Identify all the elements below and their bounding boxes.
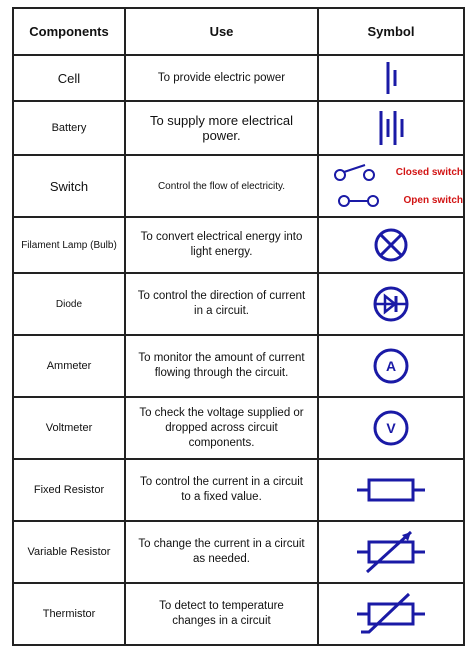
table-row	[13, 397, 464, 459]
symbol-cell	[318, 55, 464, 101]
symbol-cell	[318, 335, 464, 397]
table-row	[13, 55, 464, 101]
header-use: Use	[125, 8, 318, 55]
component-name: Cell	[13, 55, 125, 101]
table-row	[13, 273, 464, 335]
component-use: To check the voltage supplied or dropped across circuit components.	[125, 397, 318, 459]
component-use: To provide electric power	[125, 55, 318, 101]
closed-switch-label: Closed switch	[395, 166, 463, 178]
symbol-cell	[318, 217, 464, 273]
lamp-symbol-icon	[371, 225, 411, 265]
symbol-cell	[318, 155, 464, 217]
component-name: Filament Lamp (Bulb)	[13, 217, 125, 273]
symbol-cell	[318, 459, 464, 521]
voltmeter-symbol-icon	[371, 408, 411, 448]
symbol-cell	[318, 583, 464, 645]
table-row	[13, 101, 464, 155]
component-name: Variable Resistor	[13, 521, 125, 583]
component-use: To change the current in a circuit as needed.	[125, 521, 318, 583]
component-name: Battery	[13, 101, 125, 155]
cell-symbol-icon	[371, 59, 411, 97]
header-components: Components	[13, 8, 125, 55]
table-row	[13, 583, 464, 645]
symbol-cell	[318, 101, 464, 155]
component-use: Control the flow of electricity.	[125, 155, 318, 217]
fixed-resistor-symbol-icon	[355, 475, 427, 505]
ammeter-letter: A	[385, 358, 397, 374]
ammeter-symbol-icon	[371, 346, 411, 386]
component-name: Voltmeter	[13, 397, 125, 459]
table-row	[13, 459, 464, 521]
closed-switch-icon	[333, 162, 377, 182]
component-name: Thermistor	[13, 583, 125, 645]
component-use: To supply more electrical power.	[125, 101, 318, 155]
component-name: Switch	[13, 155, 125, 217]
table-row	[13, 335, 464, 397]
table-row	[13, 155, 464, 217]
symbol-cell	[318, 397, 464, 459]
component-name: Fixed Resistor	[13, 459, 125, 521]
symbol-cell	[318, 521, 464, 583]
component-name: Ammeter	[13, 335, 125, 397]
component-use: To control the current in a circuit to a fixed value.	[125, 459, 318, 521]
component-use: To control the direction of current in a circuit.	[125, 273, 318, 335]
component-use: To convert electrical energy into light energy.	[125, 217, 318, 273]
diode-symbol-icon	[371, 284, 411, 324]
table-row	[13, 217, 464, 273]
closed-switch	[325, 162, 463, 182]
variable-resistor-symbol-icon	[355, 526, 427, 578]
header-row	[13, 8, 464, 55]
open-switch	[325, 190, 463, 210]
table-row	[13, 521, 464, 583]
open-switch-icon	[337, 190, 381, 210]
open-switch-label: Open switch	[403, 194, 463, 206]
thermistor-symbol-icon	[355, 588, 427, 640]
component-name: Diode	[13, 273, 125, 335]
battery-symbol-icon	[371, 108, 411, 148]
voltmeter-letter: V	[386, 420, 396, 436]
component-use: To monitor the amount of current flowing through the circuit.	[125, 335, 318, 397]
symbol-cell	[318, 273, 464, 335]
components-table	[12, 7, 465, 646]
header-symbol: Symbol	[318, 8, 464, 55]
component-use: To detect to temperature changes in a circuit	[125, 583, 318, 645]
switch-symbols	[319, 162, 463, 210]
